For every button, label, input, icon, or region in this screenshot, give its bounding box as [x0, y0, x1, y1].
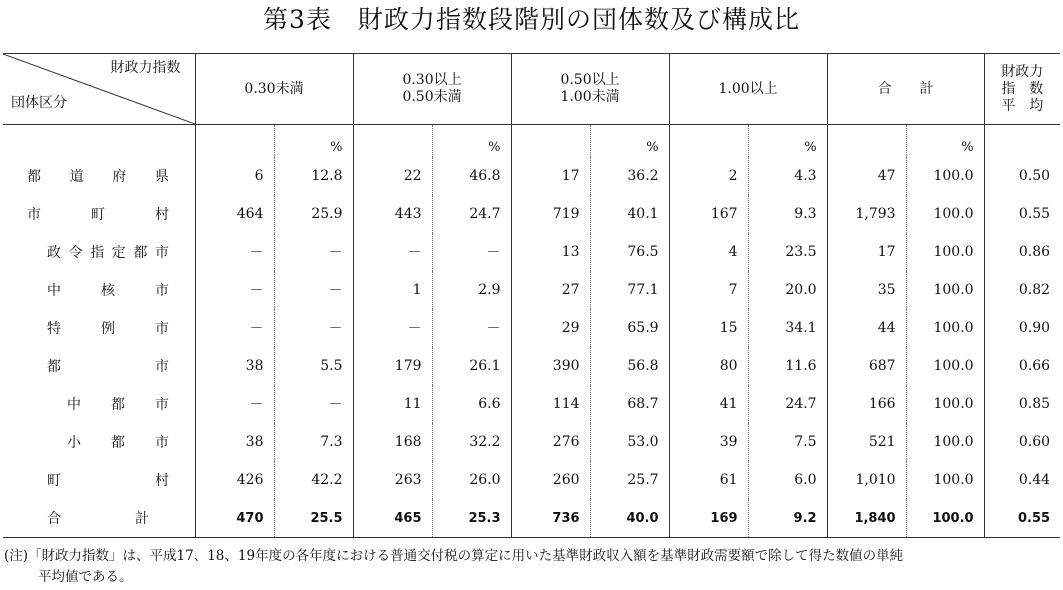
average-cell: 0.85 — [984, 385, 1060, 423]
percent-mark: % — [274, 125, 353, 158]
count-cell: － — [353, 233, 432, 271]
row-label-char: 中 — [67, 397, 81, 413]
count-cell: 426 — [195, 461, 274, 499]
ratio-cell: 56.8 — [590, 347, 669, 385]
table-row — [3, 157, 1060, 195]
ratio-cell: 46.8 — [432, 157, 511, 195]
count-cell: 7 — [669, 271, 748, 309]
header-average-line2: 指 数 — [1001, 80, 1044, 97]
ratio-cell: 11.6 — [748, 347, 827, 385]
ratio-cell: 100.0 — [906, 271, 984, 309]
ratio-cell: 65.9 — [590, 309, 669, 347]
row-label-char: 都 — [27, 169, 41, 185]
row-label-char: 市 — [155, 321, 169, 337]
row-label-char: 道 — [69, 169, 84, 185]
row-label-char: 都 — [111, 397, 125, 413]
header-average — [984, 54, 1060, 125]
count-cell: 80 — [669, 347, 748, 385]
count-cell: 61 — [669, 461, 748, 499]
table-row — [3, 385, 1060, 423]
count-cell: 11 — [353, 385, 432, 423]
table-body — [3, 157, 1060, 538]
count-cell: － — [195, 271, 274, 309]
count-cell: 2 — [669, 157, 748, 195]
ratio-cell: 7.5 — [748, 423, 827, 461]
count-cell: 464 — [195, 195, 274, 233]
header-average-line3: 平 均 — [1001, 97, 1044, 114]
row-label-char: 中 — [47, 283, 61, 299]
count-cell: 687 — [827, 347, 906, 385]
percent-mark: % — [906, 125, 984, 158]
row-label — [3, 347, 195, 385]
ratio-cell: － — [274, 309, 353, 347]
corner-label-index: 財政力指数 — [110, 60, 181, 76]
header-average-line1: 財政力 — [1001, 63, 1044, 80]
count-cell: 736 — [511, 499, 590, 538]
table-row — [3, 347, 1060, 385]
row-label-char: 市 — [155, 359, 169, 375]
header-group-total-line1: 合 計 — [877, 80, 934, 97]
count-cell: 470 — [195, 499, 274, 538]
count-cell: 168 — [353, 423, 432, 461]
ratio-cell: 100.0 — [906, 309, 984, 347]
count-cell: 39 — [669, 423, 748, 461]
average-cell: 0.50 — [984, 157, 1060, 195]
ratio-cell: 100.0 — [906, 461, 984, 499]
row-label-char: 特 — [47, 321, 61, 337]
average-cell: 0.86 — [984, 233, 1060, 271]
row-label — [3, 461, 195, 499]
ratio-cell: 25.9 — [274, 195, 353, 233]
count-cell: 521 — [827, 423, 906, 461]
row-label-char: 定 — [111, 245, 126, 261]
ratio-cell: － — [274, 233, 353, 271]
header-group-3-line2: 1.00未満 — [560, 89, 620, 105]
corner-label-category: 団体区分 — [11, 95, 67, 111]
ratio-cell: 6.0 — [748, 461, 827, 499]
count-cell: 44 — [827, 309, 906, 347]
fiscal-capacity-table — [3, 53, 1060, 538]
ratio-cell: 2.9 — [432, 271, 511, 309]
count-cell: 390 — [511, 347, 590, 385]
percent-unit-row — [3, 125, 1060, 158]
ratio-cell: 34.1 — [748, 309, 827, 347]
row-label-char: 町 — [91, 207, 105, 223]
row-label — [3, 233, 195, 271]
count-cell: 15 — [669, 309, 748, 347]
count-cell: 17 — [511, 157, 590, 195]
count-cell: 260 — [511, 461, 590, 499]
table-row — [3, 195, 1060, 233]
row-label-char: 例 — [101, 321, 115, 337]
row-label-char: 令 — [68, 245, 83, 261]
row-label — [3, 499, 195, 538]
header-group-1-line1: 0.30未満 — [244, 80, 304, 97]
table-row — [3, 461, 1060, 499]
count-cell: 17 — [827, 233, 906, 271]
row-label-char: 都 — [111, 435, 125, 451]
ratio-cell: － — [274, 271, 353, 309]
table-row — [3, 309, 1060, 347]
count-cell: － — [195, 233, 274, 271]
average-cell: 0.82 — [984, 271, 1060, 309]
header-group-2-line1: 0.30以上 — [402, 72, 462, 88]
footnote-line2: 平均値である。 — [38, 569, 133, 585]
row-label-char: 小 — [67, 435, 81, 451]
ratio-cell: 100.0 — [906, 157, 984, 195]
count-cell: 276 — [511, 423, 590, 461]
header-group-1 — [195, 54, 353, 125]
header-corner — [3, 54, 195, 125]
count-cell: － — [195, 385, 274, 423]
header-group-4 — [669, 54, 827, 125]
ratio-cell: 77.1 — [590, 271, 669, 309]
row-label — [3, 423, 195, 461]
table-title: 第3表 財政力指数段階別の団体数及び構成比 — [263, 5, 800, 34]
ratio-cell: 24.7 — [748, 385, 827, 423]
row-label — [3, 271, 195, 309]
ratio-cell: 53.0 — [590, 423, 669, 461]
ratio-cell: 100.0 — [906, 195, 984, 233]
percent-mark: % — [748, 125, 827, 158]
footnote — [4, 546, 1060, 588]
average-cell: 0.66 — [984, 347, 1060, 385]
average-cell: 0.60 — [984, 423, 1060, 461]
ratio-cell: 9.2 — [748, 499, 827, 538]
row-label-char: 町 — [47, 473, 61, 489]
ratio-cell: 40.1 — [590, 195, 669, 233]
ratio-cell: － — [432, 233, 511, 271]
ratio-cell: 25.5 — [274, 499, 353, 538]
count-cell: 47 — [827, 157, 906, 195]
row-label-char: 指 — [90, 245, 105, 261]
count-cell: 719 — [511, 195, 590, 233]
ratio-cell: 5.5 — [274, 347, 353, 385]
ratio-cell: － — [432, 309, 511, 347]
header-group-4-line1: 1.00以上 — [718, 80, 778, 97]
row-label-char: 市 — [27, 207, 41, 223]
row-label — [3, 385, 195, 423]
ratio-cell: 42.2 — [274, 461, 353, 499]
row-label-char: 市 — [154, 245, 169, 261]
ratio-cell: 24.7 — [432, 195, 511, 233]
ratio-cell: 100.0 — [906, 347, 984, 385]
ratio-cell: 9.3 — [748, 195, 827, 233]
count-cell: 13 — [511, 233, 590, 271]
count-cell: 29 — [511, 309, 590, 347]
ratio-cell: 26.0 — [432, 461, 511, 499]
ratio-cell: 12.8 — [274, 157, 353, 195]
count-cell: 179 — [353, 347, 432, 385]
row-label-char: 村 — [155, 473, 169, 489]
average-cell: 0.55 — [984, 195, 1060, 233]
ratio-cell: 25.3 — [432, 499, 511, 538]
row-label-char: 市 — [155, 397, 169, 413]
row-label-char: 市 — [155, 435, 169, 451]
ratio-cell: 7.3 — [274, 423, 353, 461]
count-cell: 38 — [195, 423, 274, 461]
row-label-char: 市 — [155, 283, 169, 299]
count-cell: － — [353, 309, 432, 347]
footnote-line1: (注)「財政力指数」は、平成17、18、19年度の各年度における普通交付税の算定に用いた基準財政収入額を基準財政需要額で除して得た数値の単純 — [4, 548, 904, 564]
row-label — [3, 195, 195, 233]
ratio-cell: 32.2 — [432, 423, 511, 461]
ratio-cell: 100.0 — [906, 499, 984, 538]
ratio-cell: 100.0 — [906, 423, 984, 461]
count-cell: 6 — [195, 157, 274, 195]
ratio-cell: 4.3 — [748, 157, 827, 195]
ratio-cell: 100.0 — [906, 233, 984, 271]
row-label-char: 都 — [47, 359, 61, 375]
ratio-cell: － — [274, 385, 353, 423]
table-row — [3, 423, 1060, 461]
table-row — [3, 499, 1060, 538]
ratio-cell: 23.5 — [748, 233, 827, 271]
percent-mark: % — [590, 125, 669, 158]
ratio-cell: 68.7 — [590, 385, 669, 423]
ratio-cell: 40.0 — [590, 499, 669, 538]
average-cell: 0.55 — [984, 499, 1060, 538]
row-label-char: 府 — [112, 169, 127, 185]
ratio-cell: 25.7 — [590, 461, 669, 499]
row-label-char: 政 — [47, 245, 61, 261]
row-label-char: 村 — [155, 207, 169, 223]
count-cell: 167 — [669, 195, 748, 233]
average-cell: 0.90 — [984, 309, 1060, 347]
count-cell: 4 — [669, 233, 748, 271]
count-cell: 263 — [353, 461, 432, 499]
count-cell: 169 — [669, 499, 748, 538]
count-cell: 22 — [353, 157, 432, 195]
ratio-cell: 36.2 — [590, 157, 669, 195]
header-group-3-line1: 0.50以上 — [560, 72, 620, 88]
ratio-cell: 6.6 — [432, 385, 511, 423]
count-cell: － — [195, 309, 274, 347]
ratio-cell: 26.1 — [432, 347, 511, 385]
table-row — [3, 271, 1060, 309]
count-cell: 35 — [827, 271, 906, 309]
count-cell: 1 — [353, 271, 432, 309]
ratio-cell: 100.0 — [906, 385, 984, 423]
ratio-cell: 20.0 — [748, 271, 827, 309]
row-label-char: 県 — [154, 169, 169, 185]
count-cell: 1,840 — [827, 499, 906, 538]
count-cell: 27 — [511, 271, 590, 309]
table-row — [3, 233, 1060, 271]
count-cell: 38 — [195, 347, 274, 385]
ratio-cell: 76.5 — [590, 233, 669, 271]
count-cell: 114 — [511, 385, 590, 423]
row-label-char: 計 — [135, 511, 149, 527]
row-label-char: 核 — [101, 283, 115, 299]
count-cell: 1,010 — [827, 461, 906, 499]
count-cell: 41 — [669, 385, 748, 423]
row-label — [3, 157, 195, 195]
row-label-char: 都 — [133, 245, 148, 261]
count-cell: 166 — [827, 385, 906, 423]
header-group-2 — [353, 54, 511, 125]
header-group-total — [827, 54, 984, 125]
header-group-3 — [511, 54, 669, 125]
row-label — [3, 309, 195, 347]
count-cell: 1,793 — [827, 195, 906, 233]
percent-mark: % — [432, 125, 511, 158]
count-cell: 443 — [353, 195, 432, 233]
row-label-char: 合 — [47, 511, 61, 527]
header-group-2-line2: 0.50未満 — [402, 89, 462, 105]
count-cell: 465 — [353, 499, 432, 538]
average-cell: 0.44 — [984, 461, 1060, 499]
